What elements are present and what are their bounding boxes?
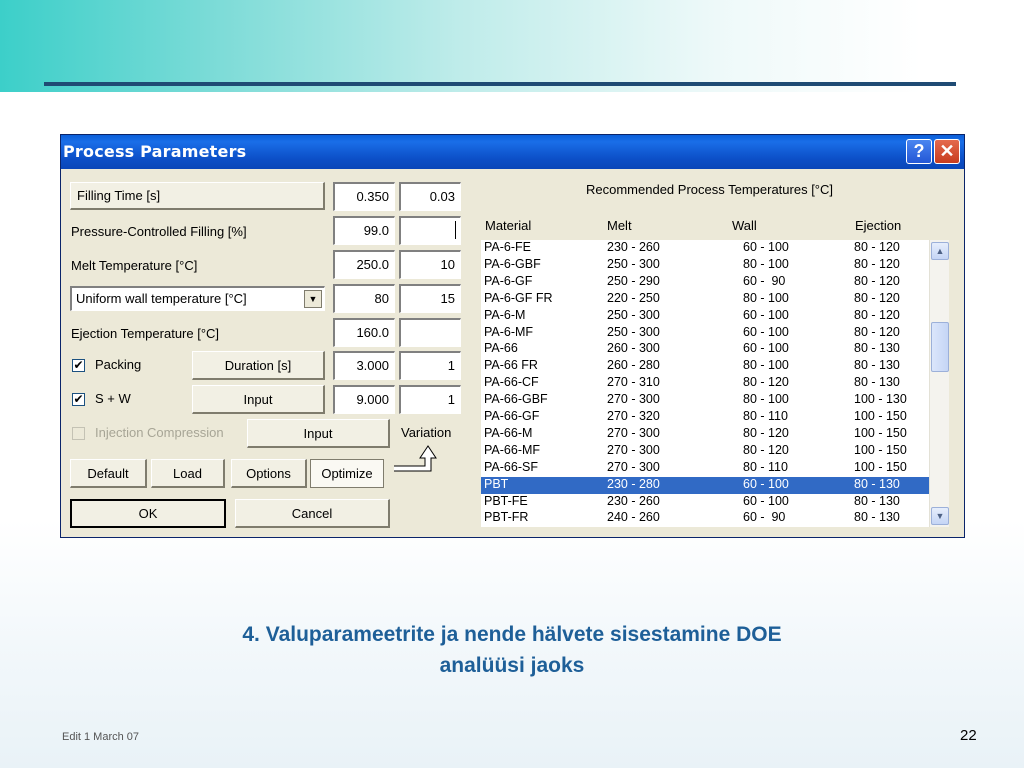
list-item-wall: 80 - 110 xyxy=(743,459,788,474)
list-item-material: PBT xyxy=(484,476,509,491)
list-item[interactable] xyxy=(481,477,929,494)
slide-caption-line-1: 4. Valuparameetrite ja nende hälvete sisestamine DOE xyxy=(242,623,782,646)
list-item[interactable] xyxy=(481,308,929,325)
list-item-melt: 250 - 300 xyxy=(607,256,660,271)
list-item-material: PA-6-MF xyxy=(484,324,534,339)
list-item-ejection: 80 - 120 xyxy=(854,256,900,271)
list-item-melt: 270 - 300 xyxy=(607,392,660,407)
list-item-ejection: 80 - 130 xyxy=(854,510,900,525)
scroll-thumb[interactable] xyxy=(931,322,949,372)
ejection-temperature-label: Ejection Temperature [°C] xyxy=(71,326,220,341)
recommended-temperatures-title: Recommended Process Temperatures [°C] xyxy=(586,182,834,197)
duration-button[interactable]: Duration [s] xyxy=(192,351,325,380)
list-item-melt: 260 - 280 xyxy=(607,358,660,373)
list-item-ejection: 100 - 150 xyxy=(854,459,907,474)
slide-header-band xyxy=(0,0,1024,92)
injection-compression-input-button[interactable]: Input xyxy=(247,419,390,448)
list-item-melt: 260 - 300 xyxy=(607,341,660,356)
melt-temperature-variation-field[interactable]: 10 xyxy=(399,250,461,279)
list-item-melt: 220 - 250 xyxy=(607,290,660,305)
list-item-material: PA-66-CF xyxy=(484,375,539,390)
packing-checkbox[interactable]: ✔ xyxy=(73,358,84,372)
list-item-material: PA-6-GF FR xyxy=(484,290,553,305)
list-item[interactable] xyxy=(481,325,929,342)
list-item-material: PA-6-GBF xyxy=(484,256,541,271)
list-item[interactable] xyxy=(481,392,929,409)
packing-label: Packing xyxy=(95,357,142,372)
list-item[interactable] xyxy=(481,443,929,460)
wall-temperature-field[interactable]: 80 xyxy=(333,284,395,313)
scroll-up-icon[interactable]: ▲ xyxy=(931,242,949,260)
variation-arrow-icon xyxy=(391,441,441,481)
optimize-button[interactable]: Optimize xyxy=(310,459,384,488)
help-button[interactable]: ? xyxy=(906,139,932,164)
list-item[interactable] xyxy=(481,291,929,308)
list-item-melt: 270 - 300 xyxy=(607,442,660,457)
list-item-wall: 80 - 110 xyxy=(743,409,788,423)
default-button[interactable]: Default xyxy=(70,459,147,488)
sw-label: S + W xyxy=(95,391,131,406)
column-header-ejection: Ejection xyxy=(855,218,902,233)
list-item-ejection: 80 - 120 xyxy=(854,273,900,288)
list-item-wall: 60 - 100 xyxy=(743,307,789,322)
melt-temperature-field[interactable]: 250.0 xyxy=(333,250,395,279)
list-item-melt: 270 - 300 xyxy=(607,425,660,440)
list-item-melt: 270 - 300 xyxy=(607,459,660,474)
list-item-melt: 240 - 260 xyxy=(607,510,660,525)
list-item-material: PA-66 FR xyxy=(484,358,538,373)
ejection-temperature-field[interactable]: 160.0 xyxy=(333,318,395,347)
list-item-wall: 60 - 100 xyxy=(743,240,789,254)
pressure-controlled-variation-field[interactable] xyxy=(399,216,461,245)
list-item-melt: 230 - 260 xyxy=(607,493,660,508)
list-item-melt: 250 - 300 xyxy=(607,324,660,339)
process-parameters-dialog xyxy=(60,134,965,538)
list-item-ejection: 80 - 120 xyxy=(854,290,900,305)
list-item-ejection: 80 - 130 xyxy=(854,341,900,356)
filling-time-variation-field[interactable]: 0.03 xyxy=(399,182,461,211)
footer-edit-date: Edit 1 March 07 xyxy=(62,731,140,743)
list-item-ejection: 80 - 120 xyxy=(854,240,900,254)
materials-list[interactable] xyxy=(481,240,949,527)
filling-time-field[interactable]: 0.350 xyxy=(333,182,395,211)
text-cursor xyxy=(455,221,456,239)
list-item[interactable] xyxy=(481,494,929,511)
injection-compression-label: Injection Compression xyxy=(95,425,224,440)
list-item-ejection: 80 - 120 xyxy=(854,307,900,322)
list-item-wall: 60 - 100 xyxy=(743,493,789,508)
list-item[interactable] xyxy=(481,375,929,392)
list-item-ejection: 80 - 130 xyxy=(854,358,900,373)
column-header-wall: Wall xyxy=(732,218,757,233)
list-item-ejection: 100 - 130 xyxy=(854,392,907,407)
list-item-wall: 80 - 100 xyxy=(743,290,789,305)
list-item-melt: 270 - 320 xyxy=(607,409,660,423)
list-item-ejection: 80 - 130 xyxy=(854,476,900,491)
list-item-ejection: 80 - 130 xyxy=(854,493,900,508)
dialog-titlebar[interactable] xyxy=(61,135,964,169)
list-item-wall: 80 - 120 xyxy=(743,442,789,457)
melt-temperature-label: Melt Temperature [°C] xyxy=(71,258,198,273)
list-item-ejection: 80 - 120 xyxy=(854,324,900,339)
sw-input-button[interactable]: Input xyxy=(192,385,325,414)
ok-button[interactable]: OK xyxy=(70,499,226,528)
list-item-ejection: 100 - 150 xyxy=(854,409,907,423)
column-header-melt: Melt xyxy=(607,218,632,233)
injection-compression-checkbox[interactable] xyxy=(72,427,85,440)
options-button[interactable]: Options xyxy=(231,459,307,488)
cancel-button[interactable]: Cancel xyxy=(235,499,390,528)
wall-temperature-select[interactable] xyxy=(70,286,325,311)
list-item[interactable] xyxy=(481,257,929,274)
list-item-material: PBT-FR xyxy=(484,510,529,525)
scroll-down-icon[interactable]: ▼ xyxy=(931,507,949,525)
list-item-wall: 80 - 120 xyxy=(743,375,789,390)
list-item[interactable] xyxy=(481,240,929,257)
list-item-material: PA-66-SF xyxy=(484,459,538,474)
list-item-wall: 80 - 100 xyxy=(743,256,789,271)
sw-value-field[interactable]: 9.000 xyxy=(333,385,395,414)
page-number: 22 xyxy=(960,727,977,744)
list-item-material: PA-6-FE xyxy=(484,240,531,254)
list-item-wall: 60 - 100 xyxy=(743,324,789,339)
column-header-material: Material xyxy=(485,218,532,233)
wall-temperature-variation-field[interactable]: 15 xyxy=(399,284,461,313)
list-item-wall: 60 - 100 xyxy=(743,341,789,356)
list-item[interactable] xyxy=(481,460,929,477)
list-item-material: PA-66 xyxy=(484,341,518,356)
list-item-material: PBT-FE xyxy=(484,493,528,508)
list-item-ejection: 100 - 150 xyxy=(854,442,907,457)
close-button[interactable]: ✕ xyxy=(934,139,960,164)
dialog-title: Process Parameters xyxy=(63,142,247,161)
slide-divider xyxy=(44,82,956,86)
list-item-wall: 80 - 100 xyxy=(743,358,789,373)
slide-caption xyxy=(0,619,1024,681)
list-item-material: PA-66-GF xyxy=(484,409,540,423)
list-item[interactable] xyxy=(481,426,929,443)
list-item[interactable] xyxy=(481,358,929,375)
list-item-material: PA-66-MF xyxy=(484,442,541,457)
list-item-material: PA-66-M xyxy=(484,425,533,440)
sw-checkbox[interactable]: ✔ xyxy=(73,392,84,406)
variation-label: Variation xyxy=(401,425,452,440)
list-item-ejection: 80 - 130 xyxy=(854,375,900,390)
load-button[interactable]: Load xyxy=(151,459,225,488)
list-item-material: PA-6-GF xyxy=(484,273,533,288)
list-item-melt: 270 - 310 xyxy=(607,375,660,390)
list-item-wall: 60 - 90 xyxy=(743,273,786,288)
list-item[interactable] xyxy=(481,409,929,426)
filling-time-button[interactable]: Filling Time [s] xyxy=(70,182,325,210)
ejection-temperature-variation-field[interactable] xyxy=(399,318,461,347)
pressure-controlled-field[interactable]: 99.0 xyxy=(333,216,395,245)
list-item-wall: 60 - 100 xyxy=(743,476,789,491)
list-item-melt: 230 - 260 xyxy=(607,240,660,254)
packing-variation-field[interactable]: 1 xyxy=(399,351,461,380)
list-item-wall: 80 - 120 xyxy=(743,425,789,440)
packing-duration-field[interactable]: 3.000 xyxy=(333,351,395,380)
list-item-wall: 60 - 90 xyxy=(743,510,786,525)
list-item-ejection: 100 - 150 xyxy=(854,425,907,440)
list-item[interactable] xyxy=(481,510,929,527)
wall-temperature-select-value: Uniform wall temperature [°C] xyxy=(76,291,247,306)
list-item-material: PA-66-GBF xyxy=(484,392,548,407)
list-item-wall: 80 - 100 xyxy=(743,392,789,407)
list-item-melt: 230 - 280 xyxy=(607,476,660,491)
list-item-melt: 250 - 290 xyxy=(607,273,660,288)
list-item-material: PA-6-M xyxy=(484,307,526,322)
list-item-melt: 250 - 300 xyxy=(607,307,660,322)
list-item[interactable] xyxy=(481,274,929,291)
list-item[interactable] xyxy=(481,341,929,358)
slide-caption-line-2: analüüsi jaoks xyxy=(439,654,585,677)
list-scrollbar[interactable] xyxy=(929,240,949,527)
pressure-controlled-label: Pressure-Controlled Filling [%] xyxy=(71,224,247,239)
chevron-down-icon[interactable]: ▼ xyxy=(304,290,322,308)
sw-variation-field[interactable]: 1 xyxy=(399,385,461,414)
